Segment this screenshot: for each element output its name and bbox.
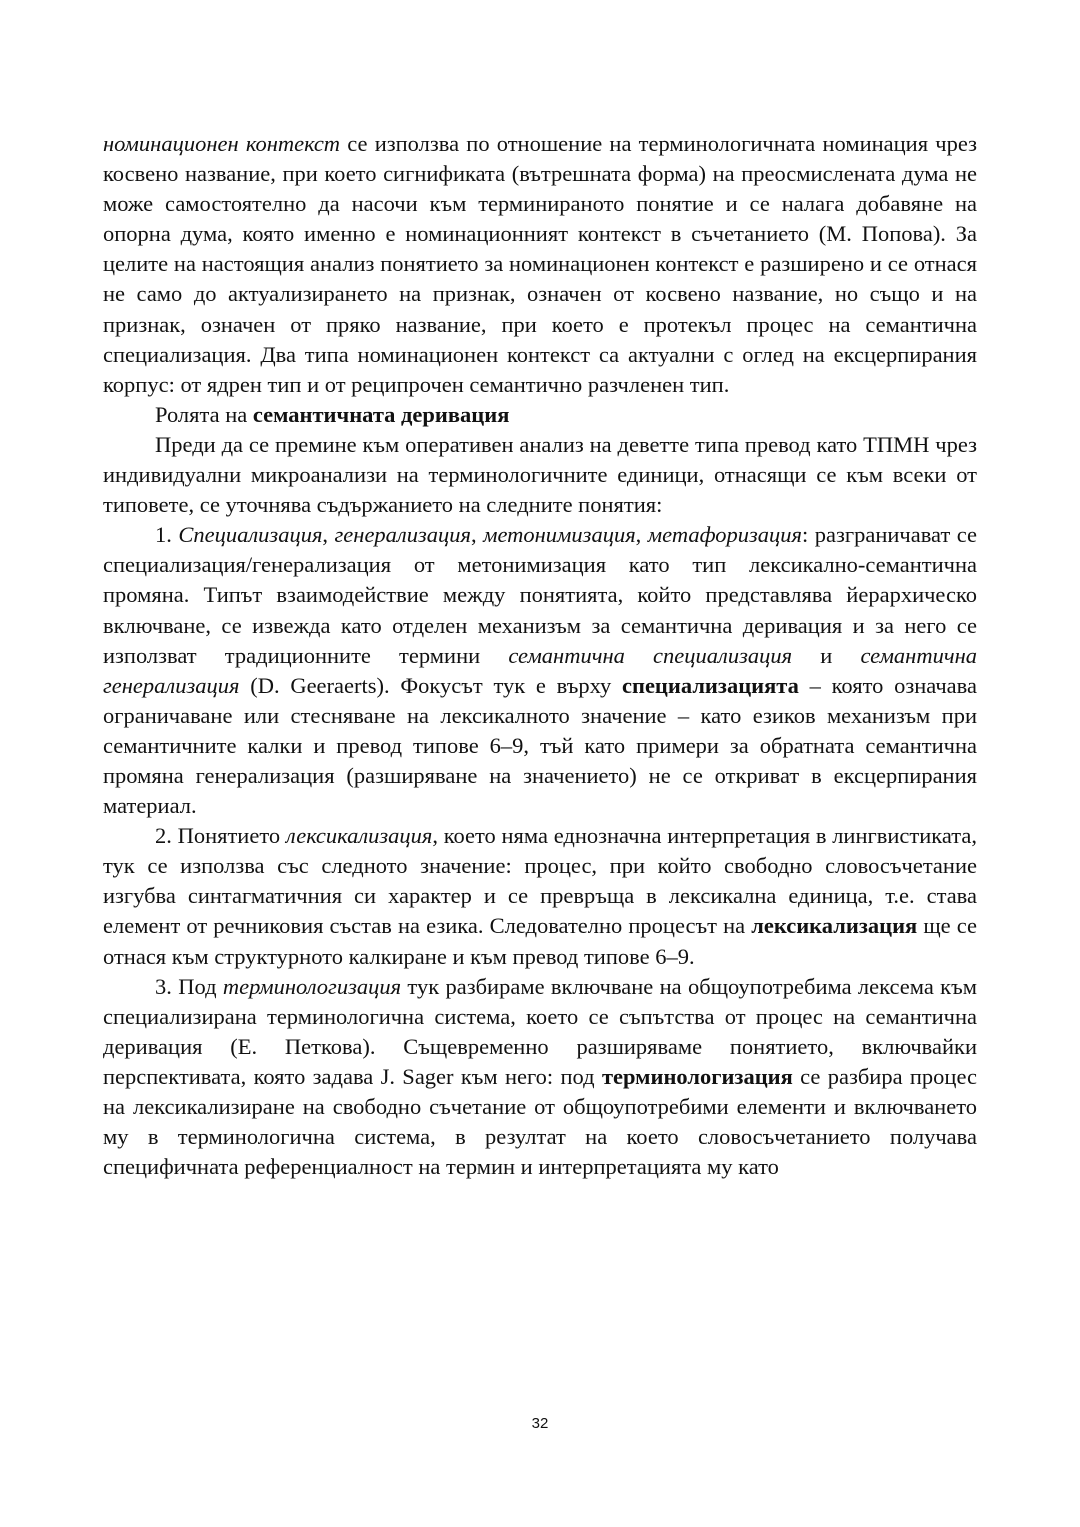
bold-term: терминологизация: [601, 1063, 793, 1089]
text-run: , което няма еднозначна интерпретация в лингвистиката, тук се използва със следното значение: процес, при който свободно словосъчетание изгубва синтагматичния си характер и се превръща в лексикална единица, т.е. става елемент от речниковия състав на езика. Следователно процесът на: [103, 823, 977, 939]
italic-term: семантична генерализация: [103, 642, 977, 698]
paragraph-terminologization: [103, 972, 977, 1183]
italic-term: терминологизация: [222, 973, 402, 999]
text-run: се разбира процес на лексикализиране на свободно съчетание от общоупотребими елементи и включването му в терминологична система, в резултат на което словосъчетанието получава специфичната референциалност на термин и интерпретацията му като: [103, 1063, 978, 1180]
body-text: [103, 129, 977, 1182]
text-run: ,: [635, 522, 648, 548]
text-run: Преди да се премине към оперативен анализ на деветте типа превод като ТПМН чрез индивидуални микроанализи на терминологичните единици, отнасящи се към всеки от типовете, се уточнява съдържанието на следните понятия:: [103, 431, 977, 518]
italic-term: Специализация: [178, 522, 323, 548]
text-run: : разграничават се специализация/генерализация от метонимизация като тип лексикално-семантична промяна. Типът взаимодействие между понятията, който представлява йерархическо включване, се извежда като отделен механизъм за семантична деривация и за него се използват традиционните термини: [103, 522, 978, 668]
italic-term: номинационен контекст: [103, 131, 341, 156]
paragraph-specialization: [103, 520, 977, 821]
text-run: Ролята на: [155, 401, 253, 427]
text-run: – която означава ограничаване или стесняване на лексикалното значение – като езиков механизъм при семантичните калки и превод типове 6–9, тъй като примери за обратната семантична промяна генерализация (разширяване на значението) не се откриват в ексцерпирания материал.: [103, 672, 977, 819]
text-run: тук разбираме включване на общоупотребима лексема към специализирана терминологична система, което се съпътства от процес на семантична деривация (Е. Петкова). Същевременно разширяваме понятието, включвайки перспективата, която задава J. Sager към него: под: [103, 973, 977, 1089]
text-run: 2. Понятието: [155, 823, 286, 849]
text-run: 3. Под: [155, 973, 223, 999]
text-run: и: [792, 642, 861, 668]
italic-term: метафоризация: [647, 522, 803, 548]
bold-term: семантичната деривация: [252, 401, 510, 427]
bold-term: лексикализация: [751, 913, 918, 939]
text-run: ,: [322, 522, 335, 548]
italic-term: метонимизация: [483, 522, 636, 548]
italic-term: лексикализация: [285, 823, 433, 849]
text-run: се използва по отношение на терминологичната номинация чрез косвено название, при което сигнификата (вътрешната форма) на преосмислената дума не може самостоятелно да насочи към терминираното понятие и се налага добавяне на опорна дума, която именно е номинационният контекст в съчетанието (М. Попова). За целите на настоящия анализ понятието за номинационен контекст е разширено и се отнася не само до актуализирането на признак, означен от косвено название, но също и на признак, означен от пряко название, при което е протекъл процес на семантична специализация. Два типа номинационен контекст са актуални с оглед на ексцерпирания корпус: от ядрен тип и от реципрочен семантично разчленен тип.: [103, 131, 977, 397]
text-run: 1.: [155, 522, 179, 548]
bold-term: специализацията: [622, 672, 799, 698]
text-run: (D. Geeraerts). Фокусът тук е върху: [239, 672, 622, 698]
text-run: ще се отнася към структурното калкиране и към превод типове 6–9.: [103, 913, 978, 969]
italic-term: семантична специализация: [508, 642, 793, 668]
paragraph-introduction: [103, 430, 977, 520]
italic-term: генерализация: [334, 522, 471, 548]
page-number: 32: [531, 1415, 549, 1432]
text-run: ,: [470, 522, 484, 548]
paragraph-lexicalization: [103, 821, 977, 971]
paragraph-nomination-context: [103, 129, 977, 400]
heading-semantic-derivation: [103, 400, 977, 430]
